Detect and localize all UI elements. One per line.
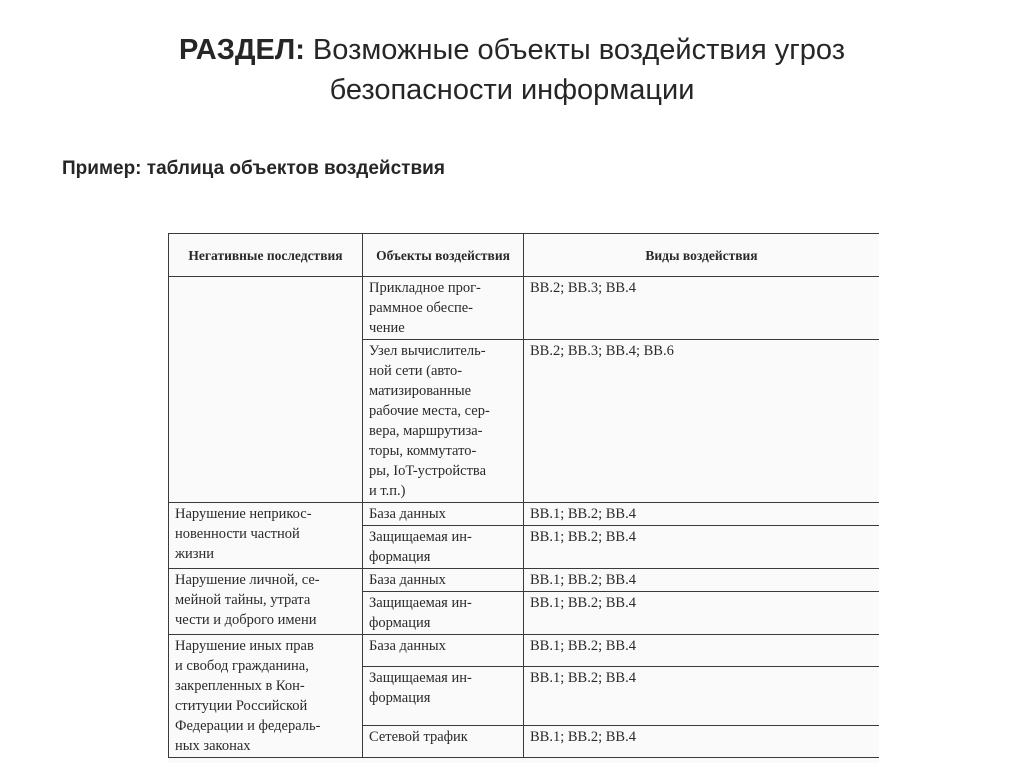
header-consequences: Негативные последствия	[169, 234, 363, 277]
impact-cell: ВВ.1; ВВ.2; ВВ.4	[524, 569, 880, 592]
object-cell: База данных	[363, 569, 524, 592]
table-row	[169, 569, 880, 592]
object-cell: Защищаемая ин- формация	[363, 526, 524, 569]
object-cell: Узел вычислитель- ной сети (авто- матизированные рабочие места, сер- вера, маршрутиза- торы, коммутато- ры, IoT-устройства и т.п.)	[363, 340, 524, 503]
table-row	[169, 277, 880, 340]
object-cell: База данных	[363, 635, 524, 667]
impact-cell: ВВ.1; ВВ.2; ВВ.4	[524, 503, 880, 526]
consequence-cell	[169, 277, 363, 503]
table-row	[169, 635, 880, 667]
slide-title	[0, 30, 1024, 110]
title-bold: РАЗДЕЛ:	[178, 34, 305, 66]
impact-cell: ВВ.2; ВВ.3; ВВ.4; ВВ.6	[524, 340, 880, 503]
header-objects: Объекты воздействия	[363, 234, 524, 277]
object-cell: Прикладное прог- раммное обеспе- чение	[363, 277, 524, 340]
impact-cell: ВВ.1; ВВ.2; ВВ.4	[524, 726, 880, 758]
impact-cell: ВВ.1; ВВ.2; ВВ.4	[524, 526, 880, 569]
table-header-row	[169, 234, 880, 277]
consequence-cell: Нарушение иных прав и свобод гражданина, закрепленных в Кон- ституции Российской Федерации и федераль- ных законах	[169, 635, 363, 758]
impact-cell: ВВ.1; ВВ.2; ВВ.4	[524, 635, 880, 667]
impact-cell: ВВ.1; ВВ.2; ВВ.4	[524, 666, 880, 725]
consequence-cell: Нарушение неприкос- новенности частной жизни	[169, 503, 363, 569]
example-subtitle: Пример: таблица объектов воздействия	[62, 158, 445, 179]
object-cell: Защищаемая ин- формация	[363, 592, 524, 635]
object-cell: Сетевой трафик	[363, 726, 524, 758]
object-cell: Защищаемая ин- формация	[363, 666, 524, 725]
header-impacts: Виды воздействия	[524, 234, 880, 277]
impact-cell: ВВ.2; ВВ.3; ВВ.4	[524, 277, 880, 340]
impact-objects-table	[168, 233, 879, 758]
impact-cell: ВВ.1; ВВ.2; ВВ.4	[524, 592, 880, 635]
table-row	[169, 503, 880, 526]
scanned-table-image	[168, 233, 879, 763]
title-line-2: безопасности информации	[329, 74, 695, 106]
object-cell: База данных	[363, 503, 524, 526]
consequence-cell: Нарушение личной, се- мейной тайны, утрата чести и доброго имени	[169, 569, 363, 635]
title-rest: Возможные объекты воздействия угроз	[304, 34, 846, 66]
